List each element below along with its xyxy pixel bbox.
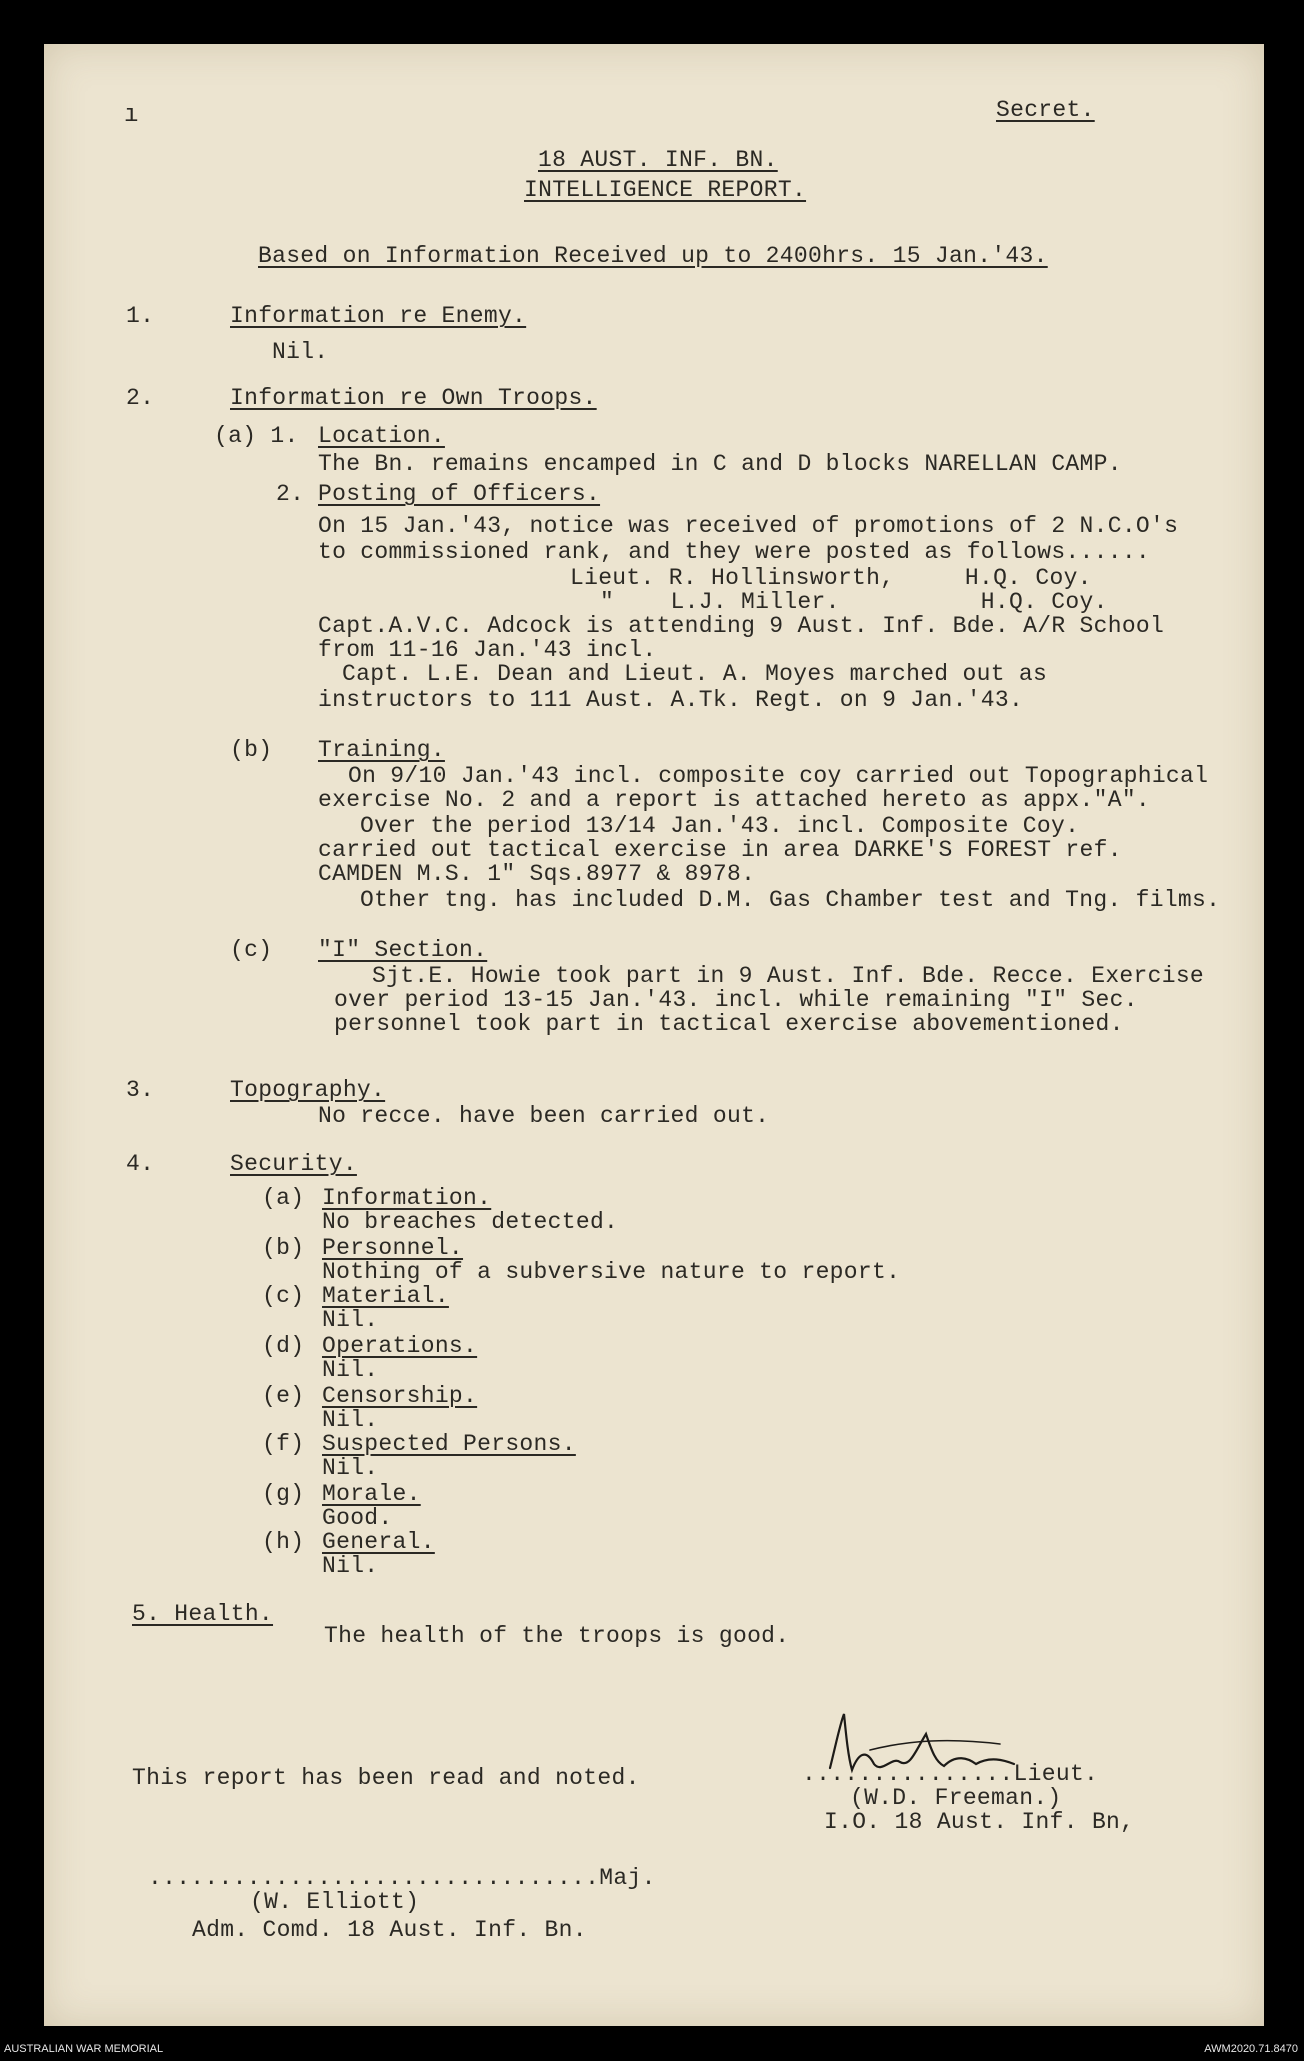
security-item-title: Censorship. (322, 1383, 478, 1409)
section-3-title: Topography. (230, 1077, 386, 1103)
security-item-title: Personnel. (322, 1235, 464, 1261)
maj-name: (W. Elliott) (250, 1889, 420, 1915)
section-2-number: 2. (126, 385, 155, 411)
section-3-body: No recce. have been carried out. (318, 1103, 770, 1129)
security-item-label: (c) (262, 1283, 305, 1309)
location-body: The Bn. remains encamped in C and D blocks NARELLAN CAMP. (318, 451, 1122, 477)
posting-line: On 15 Jan.'43, notice was received of promotions of 2 N.C.O's (318, 513, 1179, 539)
security-item-title: Operations. (322, 1333, 478, 1359)
security-item-body: Nil. (322, 1455, 379, 1481)
location-title: Location. (318, 423, 445, 449)
security-item-label: (a) (262, 1185, 305, 1211)
io-title: I.O. 18 Aust. Inf. Bn, (824, 1809, 1135, 1835)
maj-title: Adm. Comd. 18 Aust. Inf. Bn. (192, 1917, 587, 1943)
section-4-title: Security. (230, 1151, 357, 1177)
section-1-number: 1. (126, 303, 155, 329)
maj-signature-line: ................................Maj. (148, 1865, 656, 1891)
security-item-label: (b) (262, 1235, 305, 1261)
report-title: INTELLIGENCE REPORT. (524, 177, 807, 203)
i-section-line: personnel took part in tactical exercise abovementioned. (334, 1011, 1124, 1037)
section-4-number: 4. (126, 1151, 155, 1177)
training-line: exercise No. 2 and a report is attached hereto as appx."A". (318, 787, 1151, 813)
security-item-title: Information. (322, 1185, 492, 1211)
footer-source: AUSTRALIAN WAR MEMORIAL (4, 2043, 164, 2055)
training-line: Over the period 13/14 Jan.'43. incl. Composite Coy. (360, 813, 1080, 839)
posting-line: " L.J. Miller. H.Q. Coy. (600, 589, 1108, 615)
posting-title: Posting of Officers. (318, 481, 601, 507)
footer-accession: AWM2020.71.8470 (1204, 2043, 1298, 2055)
section-2-title: Information re Own Troops. (230, 385, 597, 411)
sub-c-label: (c) (230, 937, 273, 963)
training-line: On 9/10 Jan.'43 incl. composite coy carried out Topographical (348, 763, 1209, 789)
security-item-title: Material. (322, 1283, 449, 1309)
security-item-body: Nil. (322, 1553, 379, 1579)
i-section-title: "I" Section. (318, 937, 488, 963)
posting-line: to commissioned rank, and they were posted as follows...... (318, 539, 1151, 565)
posting-line: from 11-16 Jan.'43 incl. (318, 637, 657, 663)
section-5-title: 5. Health. (132, 1601, 274, 1627)
training-line: Other tng. has included D.M. Gas Chamber test and Tng. films. (360, 887, 1221, 913)
security-item-title: Morale. (322, 1481, 421, 1507)
posting-line: Capt.A.V.C. Adcock is attending 9 Aust. Inf. Bde. A/R School (318, 613, 1165, 639)
security-item-label: (f) (262, 1431, 305, 1457)
unit-heading: 18 AUST. INF. BN. (538, 147, 778, 173)
sub-a-label: (a) 1. (214, 423, 299, 449)
sub-b-label: (b) (230, 737, 273, 763)
security-item-body: No breaches detected. (322, 1209, 619, 1235)
read-noted-statement: This report has been read and noted. (132, 1765, 640, 1791)
section-1-title: Information re Enemy. (230, 303, 527, 329)
security-item-label: (g) (262, 1481, 305, 1507)
report-basis: Based on Information Received up to 2400hrs. 15 Jan.'43. (258, 243, 1048, 269)
classification-label: Secret. (996, 97, 1095, 123)
security-item-body: Good. (322, 1505, 393, 1531)
training-line: carried out tactical exercise in area DARKE'S FOREST ref. (318, 837, 1122, 863)
io-signature-line: ...............Lieut. (802, 1761, 1099, 1787)
training-title: Training. (318, 737, 445, 763)
margin-mark: ı (124, 102, 139, 129)
security-item-label: (h) (262, 1529, 305, 1555)
security-item-label: (e) (262, 1383, 305, 1409)
posting-line: Capt. L.E. Dean and Lieut. A. Moyes marched out as (342, 661, 1048, 687)
security-item-body: Nil. (322, 1407, 379, 1433)
security-item-body: Nothing of a subversive nature to report. (322, 1259, 901, 1285)
security-item-body: Nil. (322, 1357, 379, 1383)
posting-line: instructors to 111 Aust. A.Tk. Regt. on 9 Jan.'43. (318, 687, 1024, 713)
section-3-number: 3. (126, 1077, 155, 1103)
training-line: CAMDEN M.S. 1" Sqs.8977 & 8978. (318, 861, 756, 887)
io-name: (W.D. Freeman.) (850, 1785, 1062, 1811)
posting-line: Lieut. R. Hollinsworth, H.Q. Coy. (570, 565, 1092, 591)
i-section-line: Sjt.E. Howie took part in 9 Aust. Inf. Bde. Recce. Exercise (372, 963, 1205, 989)
security-item-title: General. (322, 1529, 435, 1555)
section-1-body: Nil. (272, 339, 329, 365)
security-item-title: Suspected Persons. (322, 1431, 576, 1457)
security-item-label: (d) (262, 1333, 305, 1359)
security-item-body: Nil. (322, 1307, 379, 1333)
i-section-line: over period 13-15 Jan.'43. incl. while remaining "I" Sec. (334, 987, 1138, 1013)
posting-label: 2. (276, 481, 305, 507)
section-5-body: The health of the troops is good. (324, 1623, 790, 1649)
